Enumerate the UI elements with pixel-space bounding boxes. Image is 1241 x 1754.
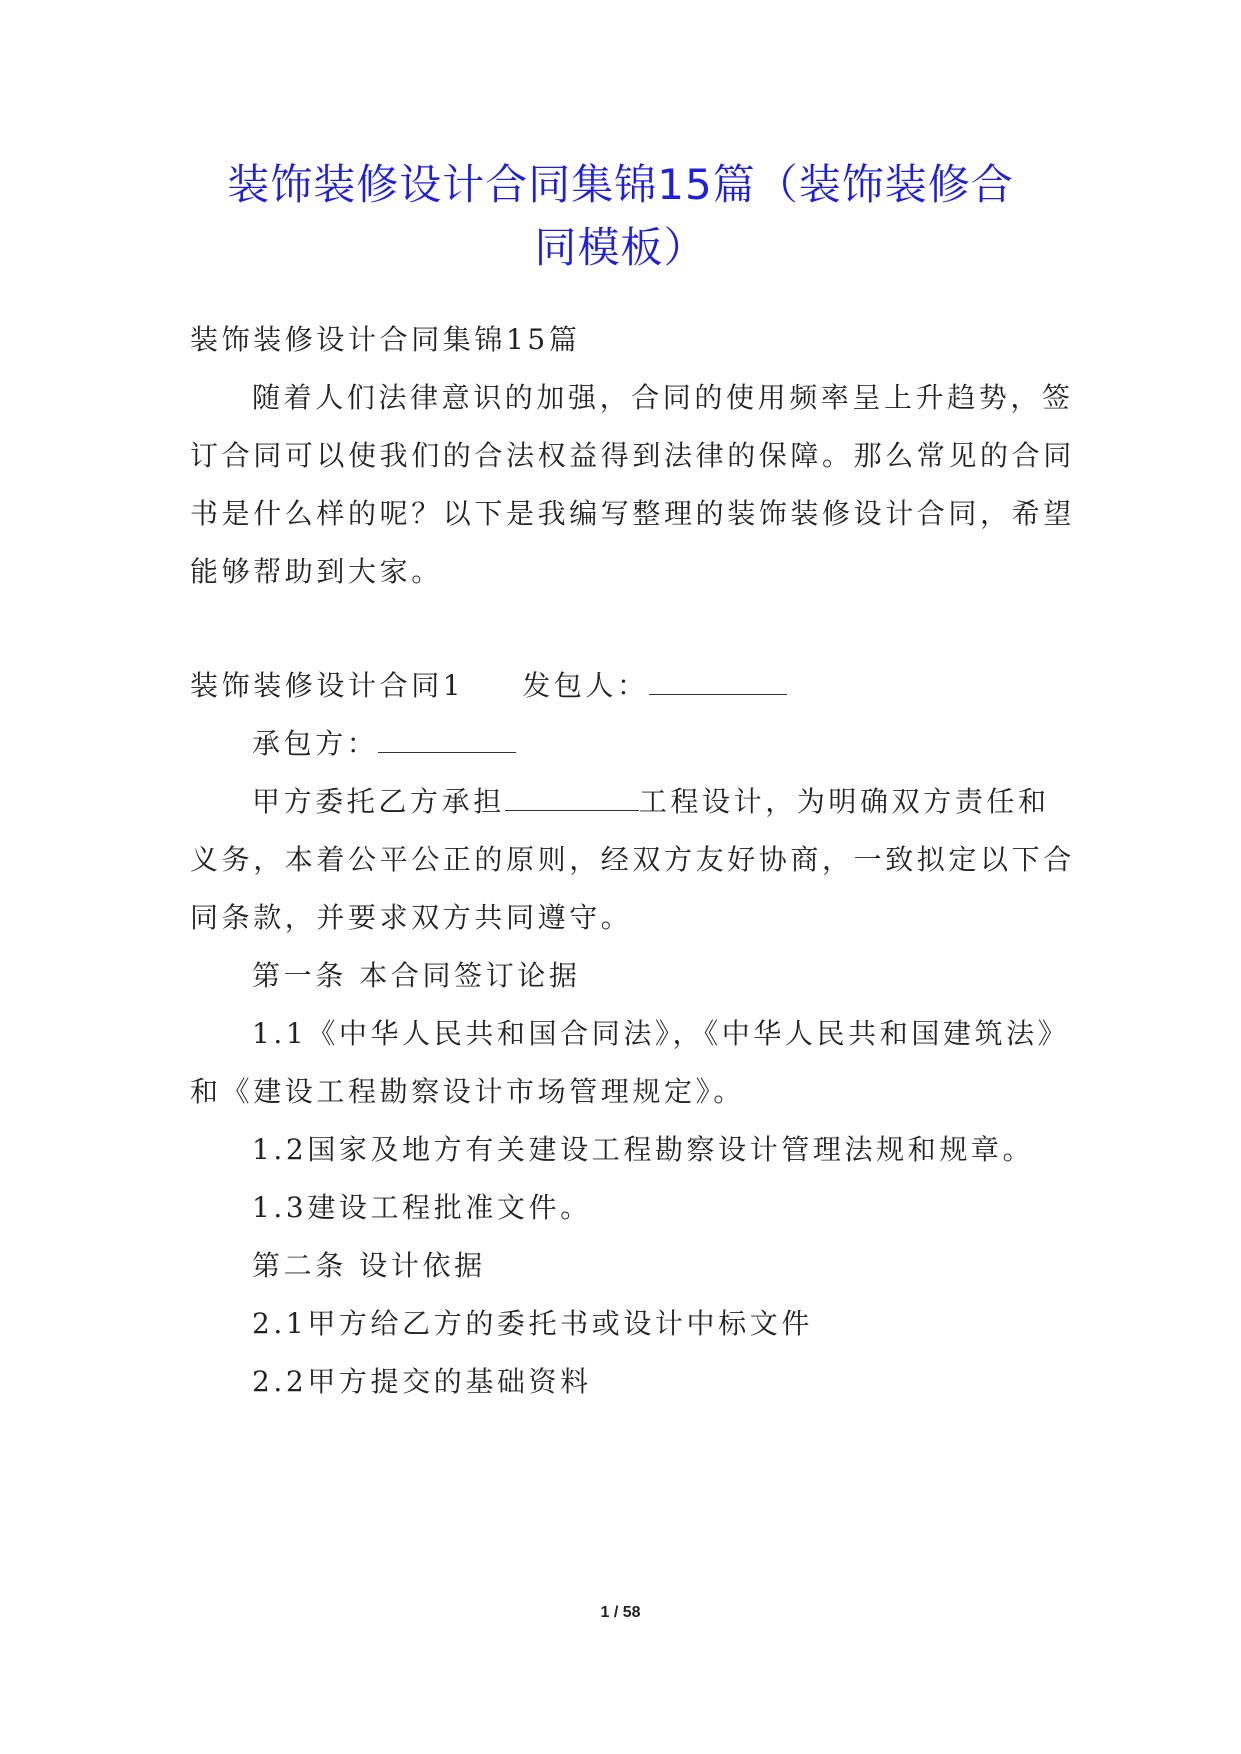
intro-line-1: 随着人们法律意识的加强，合同的使用频率呈上升趋势，签 [252, 381, 1074, 414]
contract-heading: 装饰装修设计合同1 [190, 669, 465, 702]
article-1-title: 第一条 本合同签订论据 [252, 959, 581, 992]
item-2-1: 2.1甲方给乙方的委托书或设计中标文件 [252, 1307, 813, 1340]
subtitle: 装饰装修设计合同集锦15篇 [190, 323, 581, 356]
para1-start: 甲方委托乙方承担 [252, 785, 505, 818]
intro-line-2: 订合同可以使我们的合法权益得到法律的保障。那么常见的合同 [190, 439, 1075, 472]
project-name-blank [505, 784, 639, 811]
para1-line-1 [252, 782, 1050, 822]
para1-end: 工程设计，为明确双方责任和 [638, 785, 1050, 818]
item-2-2: 2.2甲方提交的基础资料 [252, 1365, 592, 1398]
contract-heading-row [190, 666, 787, 706]
intro-line-4: 能够帮助到大家。 [190, 555, 443, 588]
item-1-1-line-2: 和《建设工程勘察设计市场管理规定》。 [190, 1075, 745, 1108]
para1-line-3: 同条款，并要求双方共同遵守。 [190, 901, 633, 934]
article-2-title: 第二条 设计依据 [252, 1249, 486, 1282]
page-indicator: 1 / 58 [600, 1604, 641, 1621]
document-title-line-2: 同模板） [534, 223, 707, 272]
item-1-1-line-1: 1.1《中华人民共和国合同法》，《中华人民共和国建筑法》 [252, 1017, 1070, 1050]
item-1-3: 1.3建设工程批准文件。 [252, 1191, 592, 1224]
intro-line-3: 书是什么样的呢？以下是我编写整理的装饰装修设计合同，希望 [190, 497, 1075, 530]
party-a-label: 发包人： [522, 669, 649, 702]
document-title-line-1: 装饰装修设计合同集锦15篇（装饰装修合 [227, 160, 1014, 209]
para1-line-2: 义务，本着公平公正的原则，经双方友好协商，一致拟定以下合 [190, 843, 1075, 876]
item-1-2: 1.2国家及地方有关建设工程勘察设计管理法规和规章。 [252, 1133, 1035, 1166]
party-a-blank [649, 668, 787, 695]
party-b-label: 承包方： [252, 727, 379, 760]
party-b-row [252, 724, 516, 764]
party-b-blank [378, 726, 516, 753]
